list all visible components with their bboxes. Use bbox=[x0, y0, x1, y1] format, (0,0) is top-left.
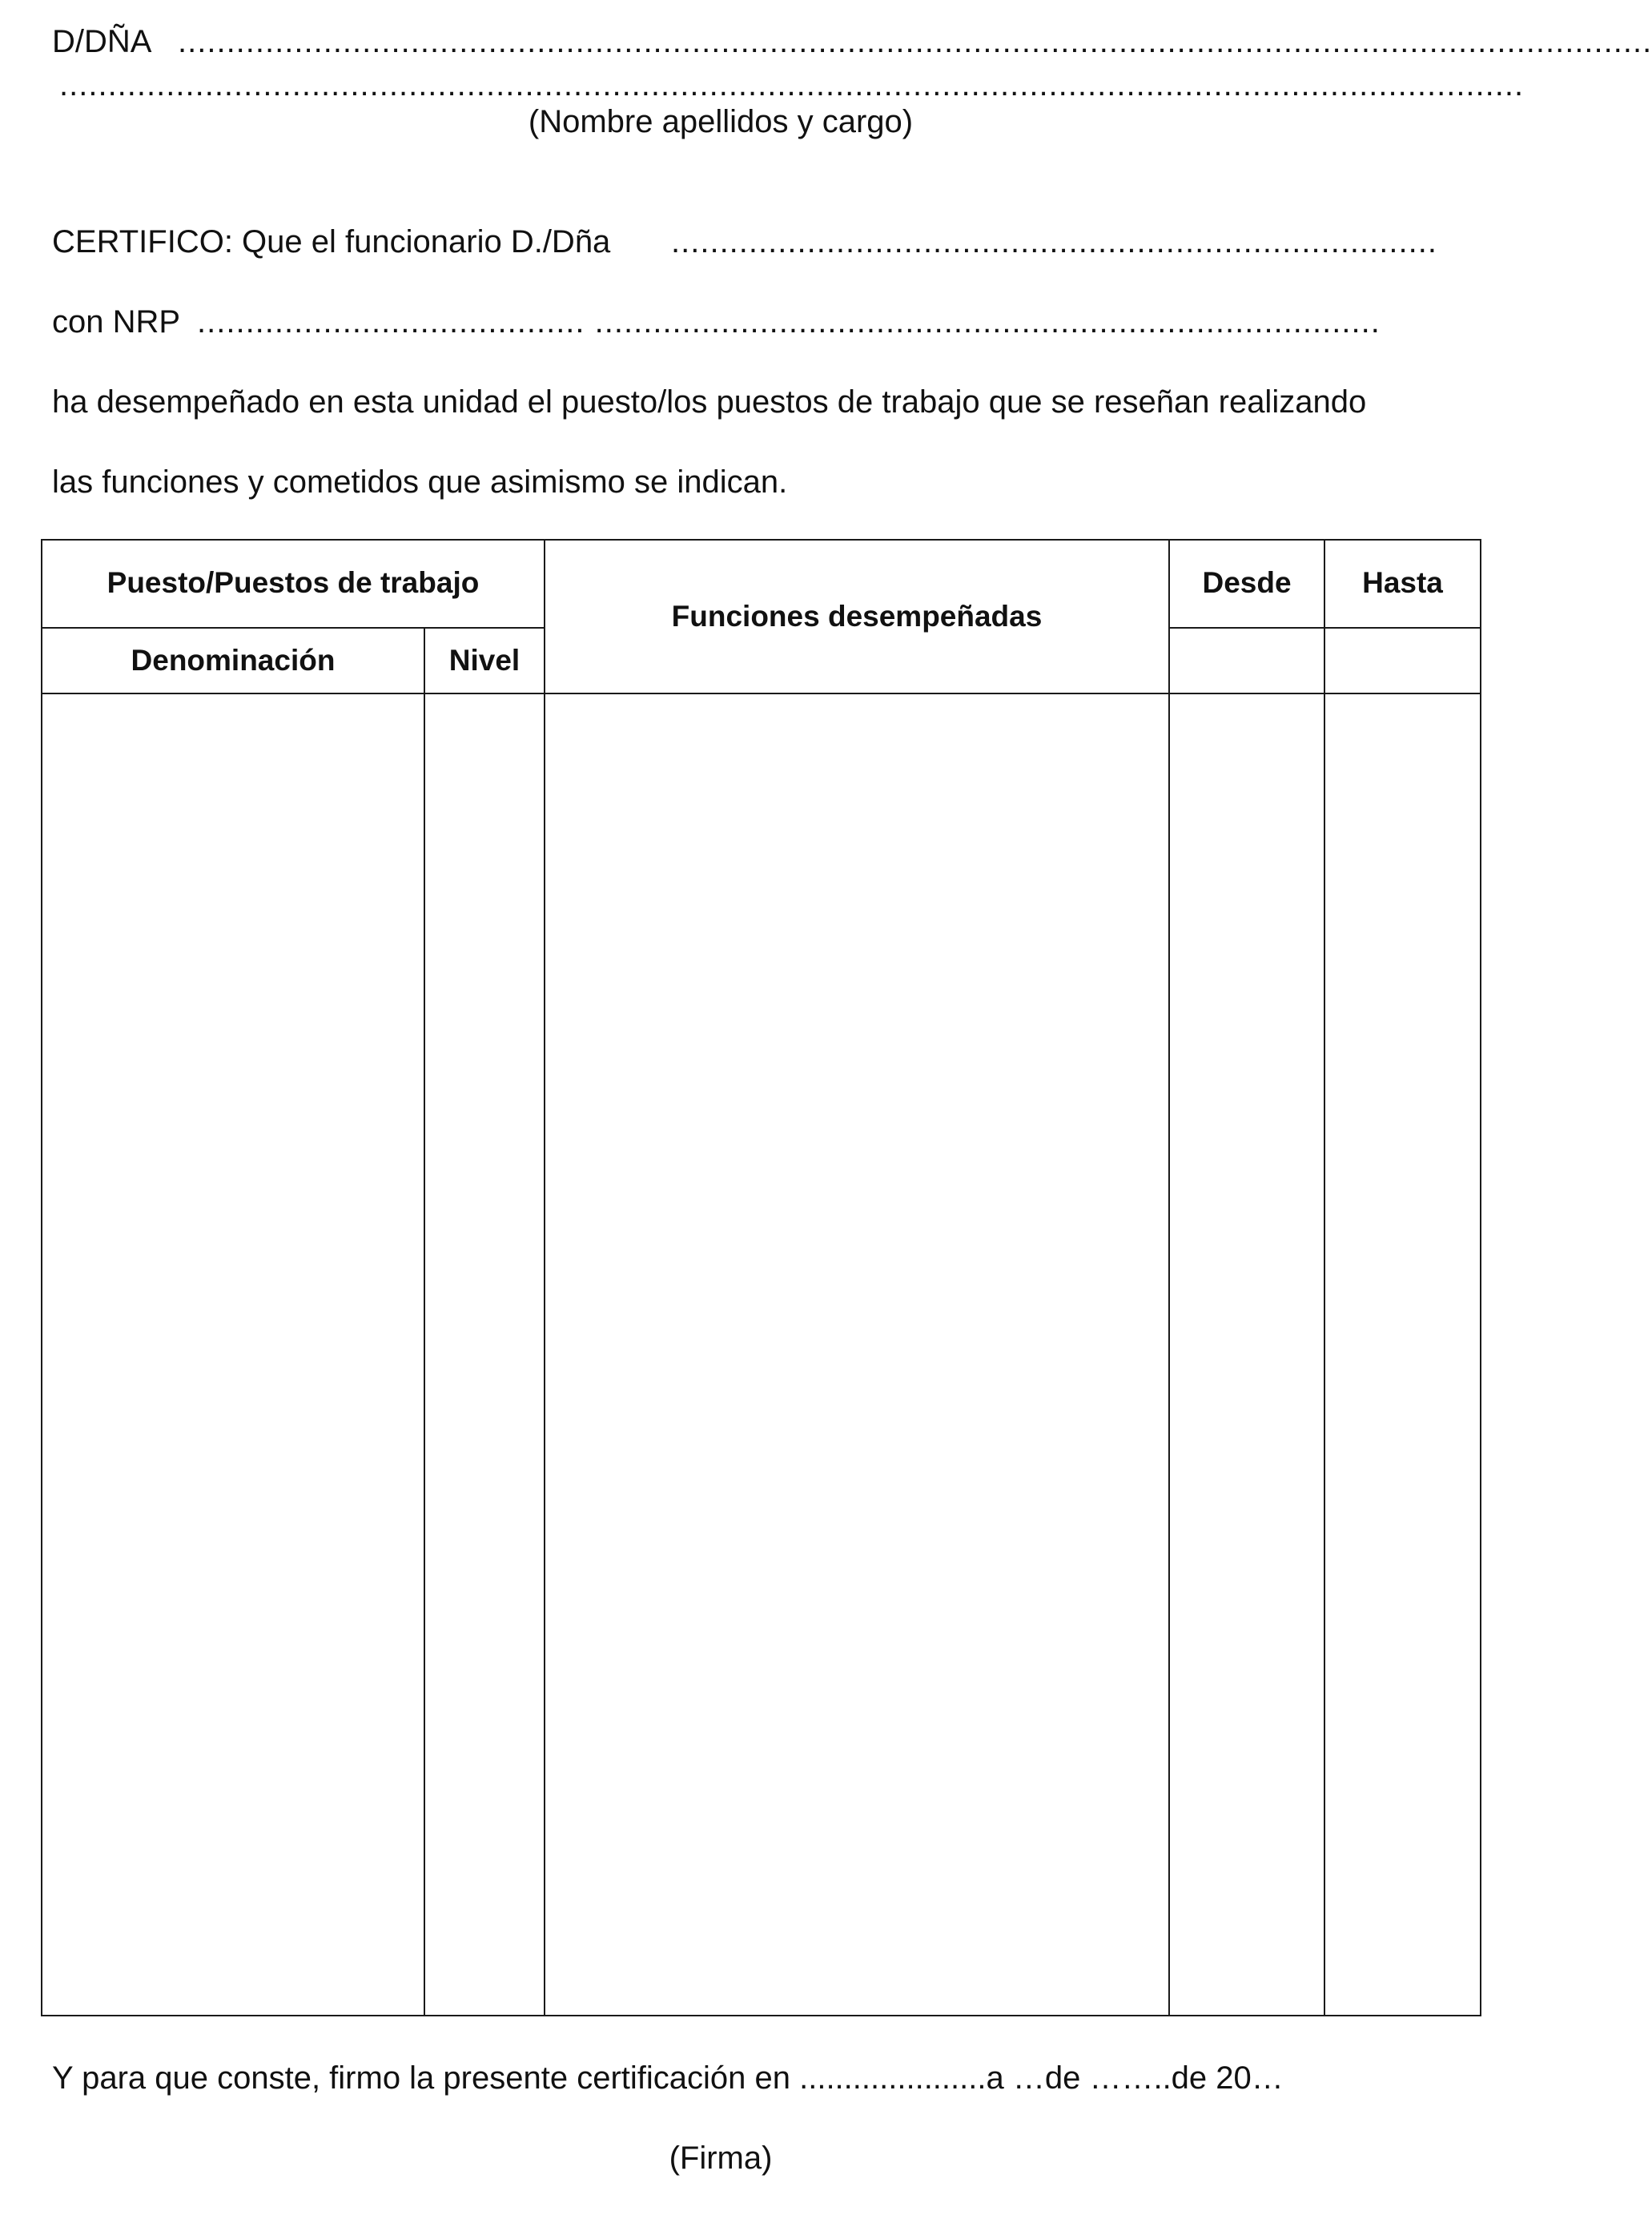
table-border-right bbox=[1480, 539, 1481, 2016]
nrp-label: con NRP bbox=[52, 304, 181, 340]
cell-denominacion[interactable] bbox=[42, 694, 424, 2015]
header-desde: Desde bbox=[1202, 566, 1292, 599]
name-fill-line-2[interactable]: ....................................................................................................................................................... bbox=[59, 67, 1525, 103]
cell-nivel[interactable] bbox=[425, 694, 544, 2015]
table-border-top bbox=[41, 539, 1481, 541]
header-hasta: Hasta bbox=[1362, 566, 1443, 599]
closing-statement: Y para que conste, firmo la presente certificación en .....................a …de ……..de 20… bbox=[52, 2060, 1284, 2096]
nrp-fill-line[interactable]: ........................................ ................................................................................. bbox=[197, 304, 1381, 340]
header-nivel: Nivel bbox=[448, 644, 521, 677]
cell-desde[interactable] bbox=[1170, 694, 1324, 2015]
certifico-label: CERTIFICO: Que el funcionario D./Dña bbox=[52, 224, 611, 259]
table-border-bottom bbox=[41, 2015, 1481, 2016]
cell-desde-header-blank bbox=[1170, 629, 1324, 693]
header-puestos: Puesto/Puestos de trabajo bbox=[107, 566, 480, 599]
header-funciones: Funciones desempeñadas bbox=[671, 600, 1043, 633]
divider-group-header bbox=[41, 627, 545, 629]
positions-table bbox=[41, 539, 1481, 2016]
name-caption: (Nombre apellidos y cargo) bbox=[528, 104, 914, 139]
ddna-label: D/DÑA bbox=[52, 24, 152, 59]
paragraph-line-1: ha desempeñado en esta unidad el puesto/los puestos de trabajo que se reseñan realizando bbox=[52, 384, 1367, 420]
signature-caption: (Firma) bbox=[669, 2141, 773, 2176]
cell-hasta[interactable] bbox=[1325, 694, 1480, 2015]
paragraph-line-2: las funciones y cometidos que asimismo se indican. bbox=[52, 464, 788, 500]
ddna-fill-line[interactable]: ........................................................................................................................................................ bbox=[178, 24, 1652, 59]
header-denominacion: Denominación bbox=[131, 644, 336, 677]
funcionario-fill-line[interactable]: ............................................................................... bbox=[671, 224, 1437, 259]
cell-funciones[interactable] bbox=[545, 694, 1168, 2015]
cell-hasta-header-blank bbox=[1325, 629, 1480, 693]
